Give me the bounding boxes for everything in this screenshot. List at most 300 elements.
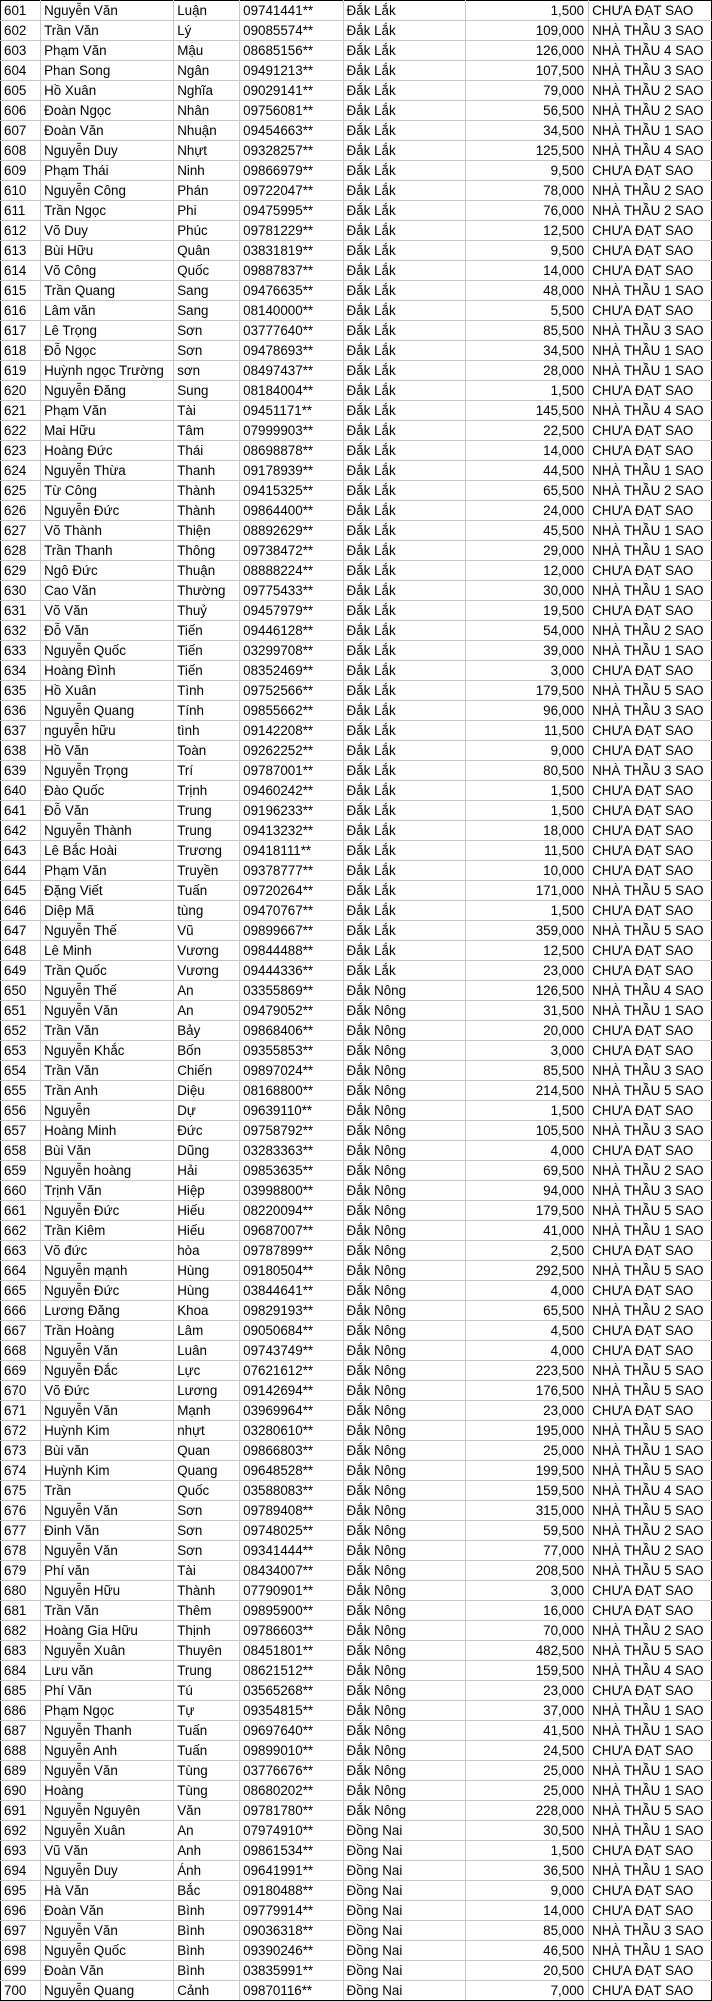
ten-cell: Hiệp xyxy=(174,1181,240,1201)
phone-cell: 03588083** xyxy=(240,1481,343,1501)
province-cell: Đắk Lắk xyxy=(343,901,466,921)
points-cell: 30,500 xyxy=(466,1821,589,1841)
province-cell: Đắk Nông xyxy=(343,1281,466,1301)
points-cell: 34,500 xyxy=(466,341,589,361)
province-cell: Đắk Nông xyxy=(343,1221,466,1241)
table-row xyxy=(1,881,712,901)
table-row xyxy=(1,961,712,981)
stt-cell: 671 xyxy=(1,1401,41,1421)
ho-dem-cell: Võ đức xyxy=(41,1241,174,1261)
province-cell: Đồng Nai xyxy=(343,1841,466,1861)
stt-cell: 610 xyxy=(1,181,41,201)
table-row xyxy=(1,1101,712,1121)
rank-cell: NHÀ THẦU 2 SAO xyxy=(589,1621,712,1641)
points-cell: 214,500 xyxy=(466,1081,589,1101)
points-cell: 28,000 xyxy=(466,361,589,381)
ten-cell: Thái xyxy=(174,441,240,461)
phone-cell: 09446128** xyxy=(240,621,343,641)
ho-dem-cell: Huỳnh Kim xyxy=(41,1421,174,1441)
ho-dem-cell: Nguyễn Thành xyxy=(41,821,174,841)
phone-cell: 09142208** xyxy=(240,721,343,741)
ten-cell: sơn xyxy=(174,361,240,381)
rank-cell: NHÀ THẦU 5 SAO xyxy=(589,1361,712,1381)
ho-dem-cell: Hà Văn xyxy=(41,1881,174,1901)
ho-dem-cell: Phạm Thái xyxy=(41,161,174,181)
phone-cell: 03969964** xyxy=(240,1401,343,1421)
points-cell: 85,500 xyxy=(466,1061,589,1081)
rank-cell: NHÀ THẦU 1 SAO xyxy=(589,1441,712,1461)
points-cell: 14,000 xyxy=(466,1901,589,1921)
ten-cell: Sang xyxy=(174,301,240,321)
points-cell: 20,500 xyxy=(466,1961,589,1981)
stt-cell: 626 xyxy=(1,501,41,521)
rank-cell: CHƯA ĐẠT SAO xyxy=(589,661,712,681)
rank-cell: NHÀ THẦU 5 SAO xyxy=(589,1421,712,1441)
phone-cell: 03777640** xyxy=(240,321,343,341)
ho-dem-cell: Bùi văn xyxy=(41,1441,174,1461)
ho-dem-cell: Phạm Văn xyxy=(41,41,174,61)
points-cell: 145,500 xyxy=(466,401,589,421)
ten-cell: Sơn xyxy=(174,321,240,341)
ho-dem-cell: Nguyễn Khắc xyxy=(41,1041,174,1061)
ho-dem-cell: Nguyễn Văn xyxy=(41,1341,174,1361)
phone-cell: 03998800** xyxy=(240,1181,343,1201)
points-cell: 176,500 xyxy=(466,1381,589,1401)
province-cell: Đắk Lắk xyxy=(343,481,466,501)
rank-cell: CHƯA ĐẠT SAO xyxy=(589,821,712,841)
phone-cell: 03355869** xyxy=(240,981,343,1001)
ho-dem-cell: Lê Minh xyxy=(41,941,174,961)
stt-cell: 695 xyxy=(1,1881,41,1901)
ten-cell: Sơn xyxy=(174,341,240,361)
ten-cell: Ninh xyxy=(174,161,240,181)
points-cell: 9,500 xyxy=(466,241,589,261)
ten-cell: Thành xyxy=(174,501,240,521)
ho-dem-cell: Đinh Văn xyxy=(41,1521,174,1541)
points-cell: 44,500 xyxy=(466,461,589,481)
stt-cell: 629 xyxy=(1,561,41,581)
province-cell: Đắk Lắk xyxy=(343,401,466,421)
phone-cell: 03283363** xyxy=(240,1141,343,1161)
ten-cell: Sung xyxy=(174,381,240,401)
province-cell: Đắk Nông xyxy=(343,1321,466,1341)
table-row xyxy=(1,621,712,641)
rank-cell: CHƯA ĐẠT SAO xyxy=(589,1981,712,2001)
table-row xyxy=(1,1461,712,1481)
phone-cell: 09743749** xyxy=(240,1341,343,1361)
ten-cell: Sang xyxy=(174,281,240,301)
province-cell: Đắk Lắk xyxy=(343,321,466,341)
ten-cell: Ánh xyxy=(174,1861,240,1881)
ho-dem-cell: Nguyễn Văn xyxy=(41,1501,174,1521)
stt-cell: 670 xyxy=(1,1381,41,1401)
rank-cell: NHÀ THẦU 3 SAO xyxy=(589,1921,712,1941)
ten-cell: Trung xyxy=(174,821,240,841)
ho-dem-cell: Nguyễn Văn xyxy=(41,1401,174,1421)
phone-cell: 09470767** xyxy=(240,901,343,921)
province-cell: Đắk Lắk xyxy=(343,881,466,901)
ten-cell: Anh xyxy=(174,1841,240,1861)
stt-cell: 623 xyxy=(1,441,41,461)
rank-cell: NHÀ THẦU 5 SAO xyxy=(589,1561,712,1581)
table-row xyxy=(1,241,712,261)
phone-cell: 09895900** xyxy=(240,1601,343,1621)
stt-cell: 638 xyxy=(1,741,41,761)
ho-dem-cell: Nguyễn Anh xyxy=(41,1741,174,1761)
stt-cell: 664 xyxy=(1,1261,41,1281)
ten-cell: hòa xyxy=(174,1241,240,1261)
stt-cell: 627 xyxy=(1,521,41,541)
rank-cell: CHƯA ĐẠT SAO xyxy=(589,1961,712,1981)
province-cell: Đắk Nông xyxy=(343,1661,466,1681)
points-cell: 208,500 xyxy=(466,1561,589,1581)
province-cell: Đắk Lắk xyxy=(343,821,466,841)
rank-cell: NHÀ THẦU 3 SAO xyxy=(589,61,712,81)
stt-cell: 665 xyxy=(1,1281,41,1301)
points-cell: 30,000 xyxy=(466,581,589,601)
points-cell: 25,000 xyxy=(466,1781,589,1801)
stt-cell: 633 xyxy=(1,641,41,661)
ten-cell: Bắc xyxy=(174,1881,240,1901)
ho-dem-cell: Nguyễn Đắc xyxy=(41,1361,174,1381)
rank-cell: NHÀ THẦU 1 SAO xyxy=(589,1701,712,1721)
points-cell: 77,000 xyxy=(466,1541,589,1561)
ten-cell: Văn xyxy=(174,1801,240,1821)
ho-dem-cell: Nguyễn Thừa xyxy=(41,461,174,481)
rank-cell: CHƯA ĐẠT SAO xyxy=(589,741,712,761)
rank-cell: NHÀ THẦU 3 SAO xyxy=(589,1121,712,1141)
province-cell: Đắk Lắk xyxy=(343,421,466,441)
province-cell: Đắk Lắk xyxy=(343,701,466,721)
province-cell: Đắk Nông xyxy=(343,1241,466,1261)
rank-cell: NHÀ THẦU 5 SAO xyxy=(589,881,712,901)
ten-cell: Toàn xyxy=(174,741,240,761)
stt-cell: 645 xyxy=(1,881,41,901)
ho-dem-cell: Nguyễn Quang xyxy=(41,1981,174,2001)
ten-cell: Vương xyxy=(174,941,240,961)
phone-cell: 09418111** xyxy=(240,841,343,861)
ten-cell: Phúc xyxy=(174,221,240,241)
ten-cell: Hiếu xyxy=(174,1201,240,1221)
rank-cell: CHƯA ĐẠT SAO xyxy=(589,421,712,441)
stt-cell: 649 xyxy=(1,961,41,981)
ho-dem-cell: Hồ Xuân xyxy=(41,81,174,101)
province-cell: Đắk Nông xyxy=(343,1141,466,1161)
points-cell: 3,000 xyxy=(466,1581,589,1601)
ho-dem-cell: Mai Hữu xyxy=(41,421,174,441)
table-row xyxy=(1,141,712,161)
province-cell: Đắk Lắk xyxy=(343,621,466,641)
ten-cell: Thường xyxy=(174,581,240,601)
stt-cell: 647 xyxy=(1,921,41,941)
rank-cell: NHÀ THẦU 3 SAO xyxy=(589,1181,712,1201)
ho-dem-cell: Lâm văn xyxy=(41,301,174,321)
points-cell: 59,500 xyxy=(466,1521,589,1541)
ho-dem-cell: Nguyễn Thế xyxy=(41,921,174,941)
ho-dem-cell: Phan Song xyxy=(41,61,174,81)
province-cell: Đắk Nông xyxy=(343,1181,466,1201)
phone-cell: 09741441** xyxy=(240,1,343,21)
province-cell: Đắk Lắk xyxy=(343,201,466,221)
province-cell: Đắk Nông xyxy=(343,1481,466,1501)
table-row xyxy=(1,1241,712,1261)
ten-cell: An xyxy=(174,981,240,1001)
phone-cell: 03776676** xyxy=(240,1761,343,1781)
points-cell: 292,500 xyxy=(466,1261,589,1281)
phone-cell: 09779914** xyxy=(240,1901,343,1921)
stt-cell: 681 xyxy=(1,1601,41,1621)
province-cell: Đắk Nông xyxy=(343,1161,466,1181)
table-row xyxy=(1,981,712,1001)
table-row xyxy=(1,481,712,501)
ho-dem-cell: Nguyễn Đức xyxy=(41,1201,174,1221)
ten-cell: An xyxy=(174,1821,240,1841)
phone-cell: 09786603** xyxy=(240,1621,343,1641)
ho-dem-cell: Nguyễn Đức xyxy=(41,501,174,521)
province-cell: Đắk Lắk xyxy=(343,661,466,681)
ten-cell: Thông xyxy=(174,541,240,561)
rank-cell: CHƯA ĐẠT SAO xyxy=(589,161,712,181)
province-cell: Đắk Lắk xyxy=(343,81,466,101)
rank-cell: NHÀ THẦU 5 SAO xyxy=(589,1501,712,1521)
rank-cell: NHÀ THẦU 2 SAO xyxy=(589,201,712,221)
phone-cell: 09861534** xyxy=(240,1841,343,1861)
rank-cell: NHÀ THẦU 5 SAO xyxy=(589,1081,712,1101)
table-row xyxy=(1,1981,712,2001)
rank-cell: NHÀ THẦU 1 SAO xyxy=(589,1221,712,1241)
points-cell: 23,000 xyxy=(466,1401,589,1421)
stt-cell: 686 xyxy=(1,1701,41,1721)
table-row xyxy=(1,121,712,141)
table-row xyxy=(1,21,712,41)
rank-cell: CHƯA ĐẠT SAO xyxy=(589,501,712,521)
table-row xyxy=(1,1841,712,1861)
rank-cell: NHÀ THẦU 3 SAO xyxy=(589,701,712,721)
table-row xyxy=(1,1761,712,1781)
table-row xyxy=(1,1861,712,1881)
stt-cell: 699 xyxy=(1,1961,41,1981)
rank-cell: CHƯA ĐẠT SAO xyxy=(589,221,712,241)
table-row xyxy=(1,1061,712,1081)
table-row xyxy=(1,1661,712,1681)
stt-cell: 640 xyxy=(1,781,41,801)
ho-dem-cell: Nguyễn Quang xyxy=(41,701,174,721)
phone-cell: 08168800** xyxy=(240,1081,343,1101)
ho-dem-cell: Huỳnh ngọc Trường xyxy=(41,361,174,381)
rank-cell: NHÀ THẦU 4 SAO xyxy=(589,1481,712,1501)
phone-cell: 08451801** xyxy=(240,1641,343,1661)
table-row xyxy=(1,421,712,441)
stt-cell: 607 xyxy=(1,121,41,141)
points-cell: 12,500 xyxy=(466,941,589,961)
phone-cell: 09444336** xyxy=(240,961,343,981)
province-cell: Đắk Lắk xyxy=(343,61,466,81)
rank-cell: CHƯA ĐẠT SAO xyxy=(589,1281,712,1301)
ten-cell: Hải xyxy=(174,1161,240,1181)
points-cell: 56,500 xyxy=(466,101,589,121)
ten-cell: Đức xyxy=(174,1121,240,1141)
ho-dem-cell: Hoàng Đình xyxy=(41,661,174,681)
ten-cell: Tình xyxy=(174,681,240,701)
ten-cell: Hùng xyxy=(174,1261,240,1281)
points-cell: 171,000 xyxy=(466,881,589,901)
ten-cell: Quân xyxy=(174,241,240,261)
province-cell: Đắk Nông xyxy=(343,1361,466,1381)
table-row xyxy=(1,81,712,101)
province-cell: Đắk Lắk xyxy=(343,681,466,701)
ho-dem-cell: Trần Kiêm xyxy=(41,1221,174,1241)
province-cell: Đắk Nông xyxy=(343,1581,466,1601)
rank-cell: NHÀ THẦU 5 SAO xyxy=(589,1461,712,1481)
province-cell: Đắk Nông xyxy=(343,1021,466,1041)
phone-cell: 09341444** xyxy=(240,1541,343,1561)
points-cell: 45,500 xyxy=(466,521,589,541)
points-cell: 228,000 xyxy=(466,1801,589,1821)
phone-cell: 03299708** xyxy=(240,641,343,661)
points-cell: 12,500 xyxy=(466,221,589,241)
rank-cell: NHÀ THẦU 5 SAO xyxy=(589,1381,712,1401)
phone-cell: 08352469** xyxy=(240,661,343,681)
ho-dem-cell: Nguyễn hoàng xyxy=(41,1161,174,1181)
province-cell: Đắk Lắk xyxy=(343,441,466,461)
points-cell: 22,500 xyxy=(466,421,589,441)
points-cell: 179,500 xyxy=(466,1201,589,1221)
ten-cell: Mậu xyxy=(174,41,240,61)
points-cell: 9,000 xyxy=(466,1881,589,1901)
rank-cell: CHƯA ĐẠT SAO xyxy=(589,721,712,741)
ho-dem-cell: Hồ Văn xyxy=(41,741,174,761)
phone-cell: 09262252** xyxy=(240,741,343,761)
rank-cell: CHƯA ĐẠT SAO xyxy=(589,1,712,21)
table-row xyxy=(1,1681,712,1701)
table-row xyxy=(1,1361,712,1381)
points-cell: 1,500 xyxy=(466,381,589,401)
table-row xyxy=(1,1201,712,1221)
ten-cell: Nhuận xyxy=(174,121,240,141)
stt-cell: 651 xyxy=(1,1001,41,1021)
stt-cell: 624 xyxy=(1,461,41,481)
ten-cell: Thuyên xyxy=(174,1641,240,1661)
ten-cell: Bình xyxy=(174,1921,240,1941)
stt-cell: 644 xyxy=(1,861,41,881)
phone-cell: 08685156** xyxy=(240,41,343,61)
ten-cell: Tiến xyxy=(174,641,240,661)
stt-cell: 652 xyxy=(1,1021,41,1041)
points-cell: 78,000 xyxy=(466,181,589,201)
stt-cell: 675 xyxy=(1,1481,41,1501)
stt-cell: 685 xyxy=(1,1681,41,1701)
phone-cell: 09758792** xyxy=(240,1121,343,1141)
phone-cell: 09687007** xyxy=(240,1221,343,1241)
stt-cell: 689 xyxy=(1,1761,41,1781)
stt-cell: 669 xyxy=(1,1361,41,1381)
stt-cell: 700 xyxy=(1,1981,41,2001)
ho-dem-cell: Trần Hoàng xyxy=(41,1321,174,1341)
rank-cell: NHÀ THẦU 1 SAO xyxy=(589,1941,712,1961)
ten-cell: Tú xyxy=(174,1681,240,1701)
stt-cell: 639 xyxy=(1,761,41,781)
points-cell: 69,500 xyxy=(466,1161,589,1181)
phone-cell: 09178939** xyxy=(240,461,343,481)
phone-cell: 09413232** xyxy=(240,821,343,841)
table-row xyxy=(1,1901,712,1921)
ten-cell: Thịnh xyxy=(174,1621,240,1641)
stt-cell: 648 xyxy=(1,941,41,961)
province-cell: Đắk Lắk xyxy=(343,581,466,601)
rank-cell: NHÀ THẦU 5 SAO xyxy=(589,681,712,701)
stt-cell: 632 xyxy=(1,621,41,641)
table-row xyxy=(1,1041,712,1061)
phone-cell: 09454663** xyxy=(240,121,343,141)
rank-cell: NHÀ THẦU 1 SAO xyxy=(589,1821,712,1841)
ten-cell: Lâm xyxy=(174,1321,240,1341)
phone-cell: 09775433** xyxy=(240,581,343,601)
points-cell: 54,000 xyxy=(466,621,589,641)
rank-cell: NHÀ THẦU 2 SAO xyxy=(589,621,712,641)
table-row xyxy=(1,1321,712,1341)
ho-dem-cell: Hoàng Đức xyxy=(41,441,174,461)
rank-cell: CHƯA ĐẠT SAO xyxy=(589,1901,712,1921)
phone-cell: 09722047** xyxy=(240,181,343,201)
points-cell: 4,000 xyxy=(466,1141,589,1161)
province-cell: Đắk Lắk xyxy=(343,841,466,861)
province-cell: Đắk Nông xyxy=(343,1621,466,1641)
ho-dem-cell: Đoàn Văn xyxy=(41,1961,174,1981)
table-row xyxy=(1,1741,712,1761)
stt-cell: 617 xyxy=(1,321,41,341)
rank-cell: NHÀ THẦU 1 SAO xyxy=(589,521,712,541)
stt-cell: 650 xyxy=(1,981,41,1001)
table-row xyxy=(1,521,712,541)
phone-cell: 09142694** xyxy=(240,1381,343,1401)
points-cell: 96,000 xyxy=(466,701,589,721)
table-body xyxy=(1,1,712,2001)
ten-cell: tình xyxy=(174,721,240,741)
table-row xyxy=(1,1381,712,1401)
table-row xyxy=(1,1001,712,1021)
province-cell: Đắk Nông xyxy=(343,1201,466,1221)
ho-dem-cell: Phí văn xyxy=(41,1561,174,1581)
ten-cell: Phi xyxy=(174,201,240,221)
ten-cell: Thành xyxy=(174,1581,240,1601)
ten-cell: Lý xyxy=(174,21,240,41)
stt-cell: 637 xyxy=(1,721,41,741)
phone-cell: 09050684** xyxy=(240,1321,343,1341)
rank-cell: CHƯA ĐẠT SAO xyxy=(589,301,712,321)
points-cell: 85,500 xyxy=(466,321,589,341)
points-cell: 159,500 xyxy=(466,1661,589,1681)
ten-cell: Tài xyxy=(174,401,240,421)
ho-dem-cell: Huỳnh Kim xyxy=(41,1461,174,1481)
stt-cell: 657 xyxy=(1,1121,41,1141)
phone-cell: 09720264** xyxy=(240,881,343,901)
province-cell: Đồng Nai xyxy=(343,1981,466,2001)
rank-cell: NHÀ THẦU 1 SAO xyxy=(589,341,712,361)
province-cell: Đắk Nông xyxy=(343,1721,466,1741)
stt-cell: 616 xyxy=(1,301,41,321)
province-cell: Đắk Lắk xyxy=(343,721,466,741)
points-cell: 5,500 xyxy=(466,301,589,321)
rank-cell: CHƯA ĐẠT SAO xyxy=(589,1681,712,1701)
province-cell: Đắk Lắk xyxy=(343,861,466,881)
stt-cell: 612 xyxy=(1,221,41,241)
ho-dem-cell: Phạm Văn xyxy=(41,401,174,421)
rank-cell: CHƯA ĐẠT SAO xyxy=(589,561,712,581)
province-cell: Đắk Nông xyxy=(343,1421,466,1441)
phone-cell: 08892629** xyxy=(240,521,343,541)
points-cell: 105,500 xyxy=(466,1121,589,1141)
table-row xyxy=(1,1921,712,1941)
